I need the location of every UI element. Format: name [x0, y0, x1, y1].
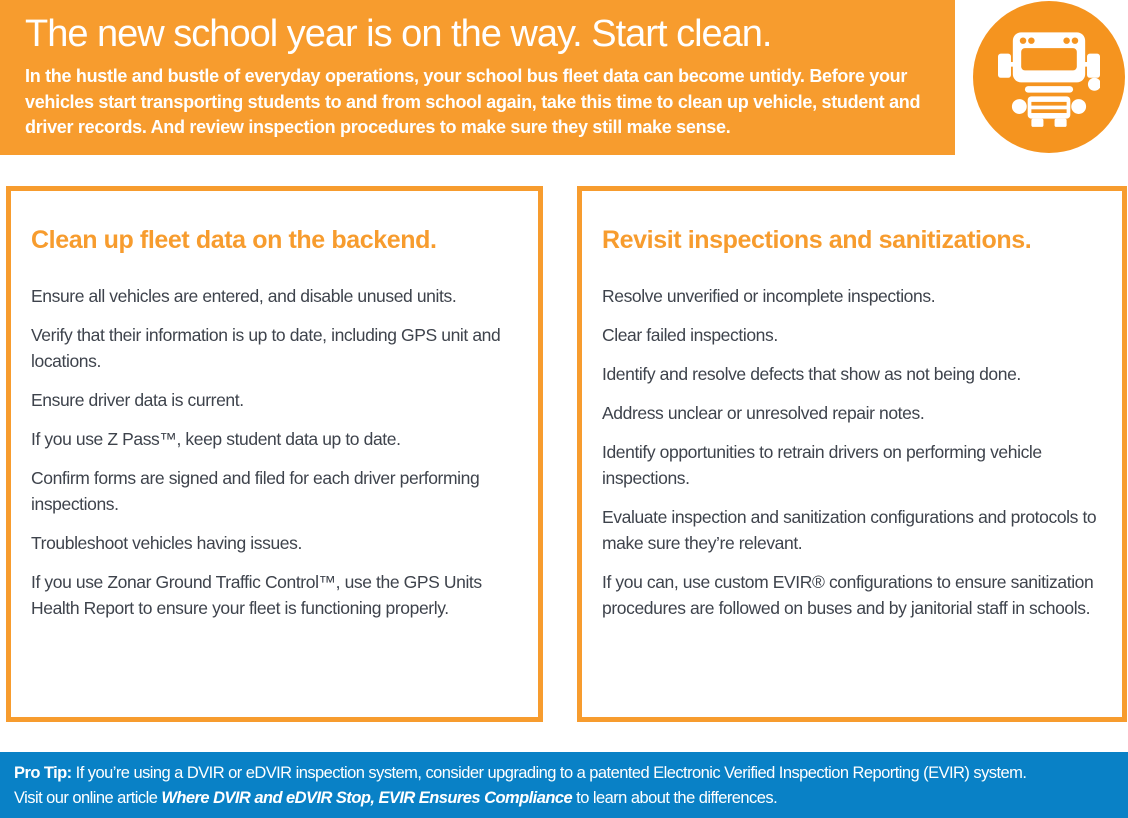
list-item: If you can, use custom EVIR® configurations to ensure sanitization procedures are followed on buses and by janitorial staff in schools.	[602, 572, 1094, 618]
school-bus-icon	[998, 23, 1100, 132]
list-item: If you use Zonar Ground Traffic Control™, use the GPS Units Health Report to ensure your fleet is functioning properly.	[31, 572, 482, 618]
header-banner	[0, 0, 955, 155]
pro-tip-bar	[0, 752, 1128, 818]
list-item: Clear failed inspections.	[602, 325, 778, 345]
list-item: If you use Z Pass™, keep student data up to date.	[31, 429, 401, 449]
card-inspections-title: Revisit inspections and sanitizations.	[602, 226, 1032, 254]
list-item: Confirm forms are signed and filed for each driver performing inspections.	[31, 468, 480, 514]
pro-tip-label: Pro Tip:	[14, 764, 72, 782]
banner-description: In the hustle and bustle of everyday operations, your school bus fleet data can become untidy. Before your vehicles start transporting students to and from school again, take this time to clean up vehicle, student and driver records. And review inspection procedures to make sure they still make sense.	[25, 66, 921, 137]
list-item: Verify that their information is up to date, including GPS unit and locations.	[31, 325, 501, 371]
list-item: Identify and resolve defects that show as not being done.	[602, 364, 1021, 384]
card-fleet-data	[6, 186, 543, 722]
list-item: Troubleshoot vehicles having issues.	[31, 533, 302, 553]
card-fleet-data-title: Clean up fleet data on the backend.	[31, 226, 437, 254]
list-item: Evaluate inspection and sanitization configurations and protocols to make sure they’re relevant.	[602, 507, 1097, 553]
bus-badge	[973, 1, 1125, 153]
pro-tip-text: Visit our online article	[14, 789, 162, 807]
list-item: Identify opportunities to retrain drivers on performing vehicle inspections.	[602, 442, 1042, 488]
pro-tip-text: If you’re using a DVIR or eDVIR inspection system, consider upgrading to a patented Electronic Verified Inspection Reporting (EVIR) system.	[71, 764, 1027, 782]
page-title: The new school year is on the way. Start clean.	[25, 13, 772, 55]
list-item: Ensure driver data is current.	[31, 390, 244, 410]
list-item: Ensure all vehicles are entered, and disable unused units.	[31, 286, 457, 306]
list-item: Address unclear or unresolved repair notes.	[602, 403, 925, 423]
pro-tip-line1	[14, 761, 1114, 786]
list-item: Resolve unverified or incomplete inspections.	[602, 286, 936, 306]
pro-tip-line2	[14, 786, 1114, 811]
pro-tip-text: to learn about the differences.	[572, 789, 778, 807]
article-title-link[interactable]: Where DVIR and eDVIR Stop, EVIR Ensures Compliance	[161, 789, 573, 807]
card-inspections	[577, 186, 1127, 722]
